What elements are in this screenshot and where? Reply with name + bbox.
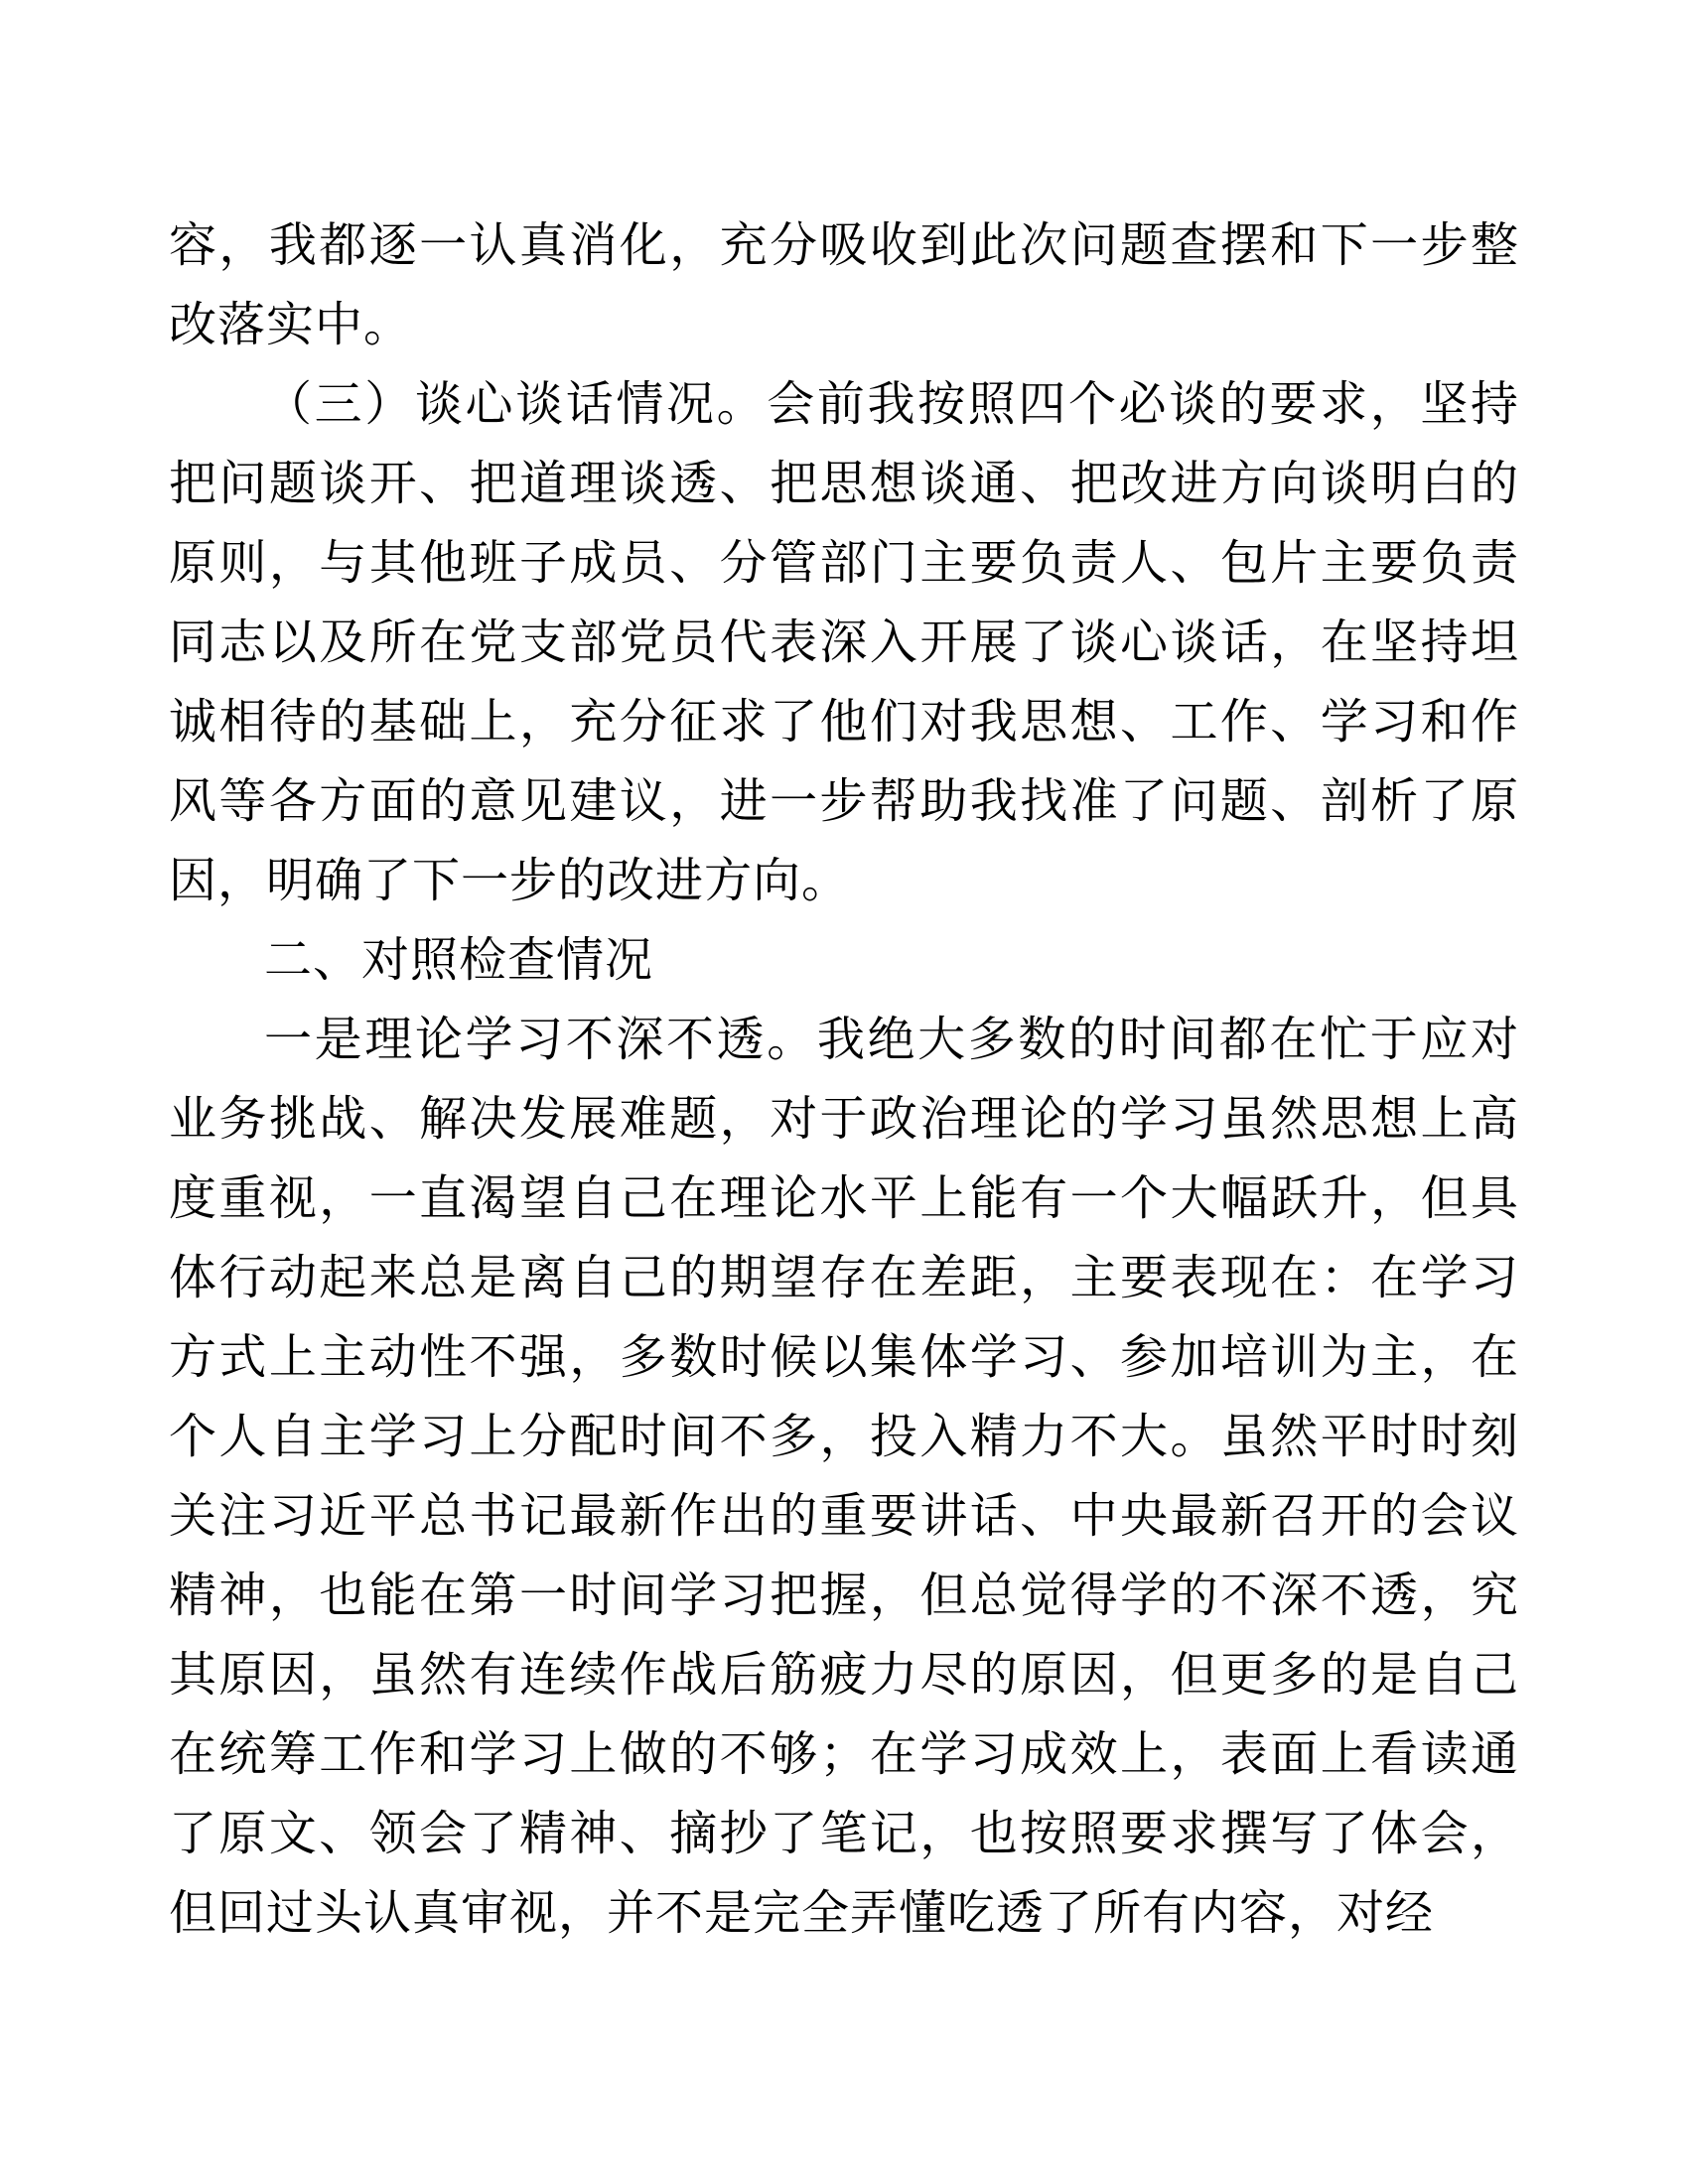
- paragraph: 一是理论学习不深不透。我绝大多数的时间都在忙于应对业务挑战、解决发展难题，对于政治理论的学习虽然思想上高度重视，一直渴望自己在理论水平上能有一个大幅跃升，但具体行动起来总是离自己的期望存在差距，主要表现在：在学习方式上主动性不强，多数时候以集体学习、参加培训为主，在个人自主学习上分配时间不多，投入精力不大。虽然平时时刻关注习近平总书记最新作出的重要讲话、中央最新召开的会议精神，也能在第一时间学习把握，但总觉得学的不深不透，究其原因，虽然有连续作战后筋疲力尽的原因，但更多的是自己在统筹工作和学习上做的不够；在学习成效上，表面上看读通了原文、领会了精神、摘抄了笔记，也按照要求撰写了体会，但回过头认真审视，并不是完全弄懂吃透了所有内容，对经: [169, 1014, 1519, 1940]
- paragraph: 容，我都逐一认真消化，充分吸收到此次问题查摆和下一步整改落实中。: [169, 219, 1519, 351]
- paragraph: 二、对照检查情况: [264, 934, 654, 987]
- paragraph: （三）谈心谈话情况。会前我按照四个必谈的要求，坚持把问题谈开、把道理谈透、把思想谈通、把改进方向谈明白的原则，与其他班子成员、分管部门主要负责人、包片主要负责同志以及所在党支部党员代表深入开展了谈心谈话，在坚持坦诚相待的基础上，充分征求了他们对我思想、工作、学习和作风等各方面的意见建议，进一步帮助我找准了问题、剖析了原因，明确了下一步的改进方向。: [169, 378, 1519, 907]
- document-body: [169, 206, 1519, 1954]
